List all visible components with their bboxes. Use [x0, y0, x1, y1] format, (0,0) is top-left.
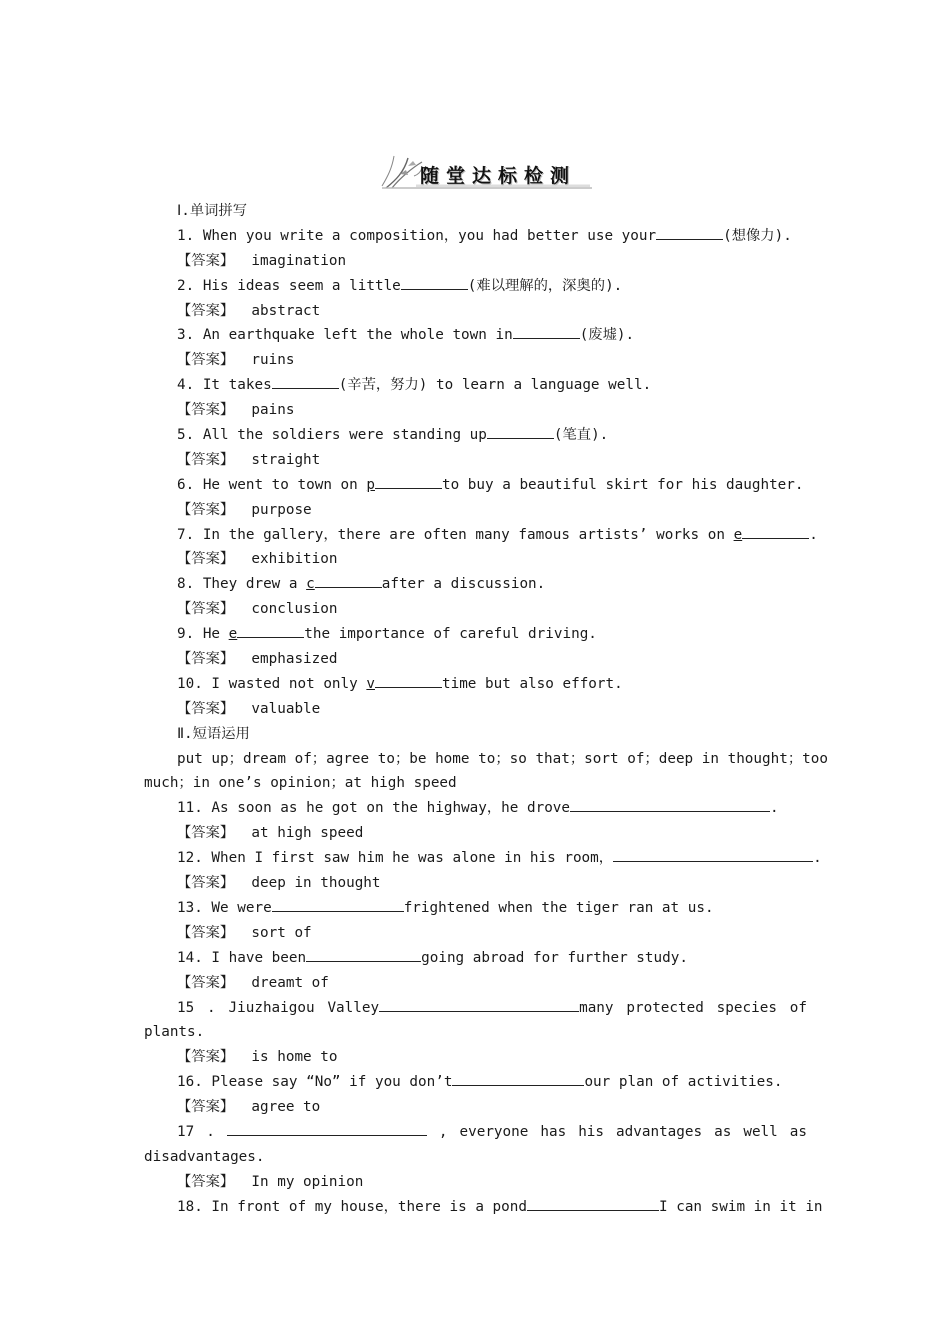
- question-3: 3. An earthquake left the whole town in (废墟).: [144, 323, 807, 348]
- answer-16: 【答案】 agree to: [177, 1099, 321, 1116]
- answer-blank[interactable]: [401, 275, 468, 290]
- question-10: 10. I wasted not only v time but also effort.: [144, 672, 807, 697]
- question-5: 5. All the soldiers were standing up (笔直).: [144, 423, 807, 448]
- question-12: 12. When I first saw him he was alone in his room， .: [144, 846, 807, 871]
- answer-7: 【答案】 exhibition: [177, 551, 338, 568]
- question-6: 6. He went to town on p to buy a beautiful skirt for his daughter.: [144, 473, 807, 498]
- question-15-continued: plants.: [144, 1024, 205, 1041]
- answer-13: 【答案】 sort of: [177, 924, 312, 941]
- answer-11: 【答案】 at high speed: [177, 825, 364, 842]
- answer-blank[interactable]: [487, 424, 554, 439]
- answer-blank[interactable]: [452, 1071, 584, 1086]
- answer-blank[interactable]: [379, 997, 579, 1012]
- answer-blank[interactable]: [375, 474, 442, 489]
- answer-blank[interactable]: [272, 374, 339, 389]
- question-1: 1. When you write a composition，you had better use your (想像力).: [144, 224, 807, 249]
- phrase-bank-line-2: much；in one’s opinion；at high speed: [144, 775, 457, 792]
- answer-1: 【答案】 imagination: [177, 252, 347, 269]
- answer-blank[interactable]: [306, 947, 421, 962]
- answer-10: 【答案】 valuable: [177, 700, 321, 717]
- question-7: 7. In the gallery，there are often many famous artists’ works on e .: [144, 523, 807, 548]
- answer-6: 【答案】 purpose: [177, 501, 312, 518]
- question-4: 4. It takes (辛苦，努力) to learn a language well.: [144, 373, 807, 398]
- question-17: 17 . , everyone has his advantages as well as: [144, 1120, 807, 1145]
- page-title: 随堂达标检测: [420, 165, 577, 187]
- answer-blank[interactable]: [656, 225, 723, 240]
- answer-blank[interactable]: [272, 897, 404, 912]
- question-15: 15 . Jiuzhaigou Valley many protected species of: [144, 996, 807, 1021]
- answer-blank[interactable]: [375, 673, 442, 688]
- question-2: 2. His ideas seem a little (难以理解的，深奥的).: [144, 274, 807, 299]
- exercise-content: [144, 199, 828, 1220]
- answer-14: 【答案】 dreamt of: [177, 974, 329, 991]
- answer-8: 【答案】 conclusion: [177, 601, 338, 618]
- question-18: 18. In front of my house，there is a pond I can swim in it in: [144, 1195, 807, 1220]
- answer-blank[interactable]: [742, 524, 809, 539]
- question-8: 8. They drew a c after a discussion.: [144, 572, 807, 597]
- answer-blank[interactable]: [227, 1121, 427, 1136]
- answer-blank[interactable]: [613, 847, 813, 862]
- answer-blank[interactable]: [237, 623, 304, 638]
- question-9: 9. He e the importance of careful driving.: [144, 622, 807, 647]
- question-14: 14. I have been going abroad for further study.: [144, 946, 807, 971]
- phrase-bank-line-1: put up；dream of；agree to；be home to；so that；sort of；deep in thought；too: [177, 750, 828, 767]
- section-heading-spelling: Ⅰ.单词拼写: [177, 203, 248, 219]
- answer-blank[interactable]: [527, 1196, 659, 1211]
- answer-blank[interactable]: [570, 797, 770, 812]
- answer-2: 【答案】 abstract: [177, 302, 321, 319]
- answer-9: 【答案】 emphasized: [177, 651, 338, 668]
- answer-5: 【答案】 straight: [177, 451, 321, 468]
- answer-4: 【答案】 pains: [177, 402, 295, 419]
- question-17-continued: disadvantages.: [144, 1148, 265, 1165]
- answer-17: 【答案】 In my opinion: [177, 1173, 364, 1190]
- answer-15: 【答案】 is home to: [177, 1049, 338, 1066]
- answer-blank[interactable]: [513, 324, 580, 339]
- section-title-banner: [378, 150, 598, 192]
- answer-12: 【答案】 deep in thought: [177, 875, 381, 892]
- question-16: 16. Please say “No” if you don’t our plan of activities.: [144, 1070, 807, 1095]
- answer-3: 【答案】 ruins: [177, 352, 295, 369]
- question-11: 11. As soon as he got on the highway，he drove .: [144, 796, 807, 821]
- answer-blank[interactable]: [315, 573, 382, 588]
- section-heading-phrases: Ⅱ.短语运用: [177, 725, 250, 742]
- question-13: 13. We were frightened when the tiger ran at us.: [144, 896, 807, 921]
